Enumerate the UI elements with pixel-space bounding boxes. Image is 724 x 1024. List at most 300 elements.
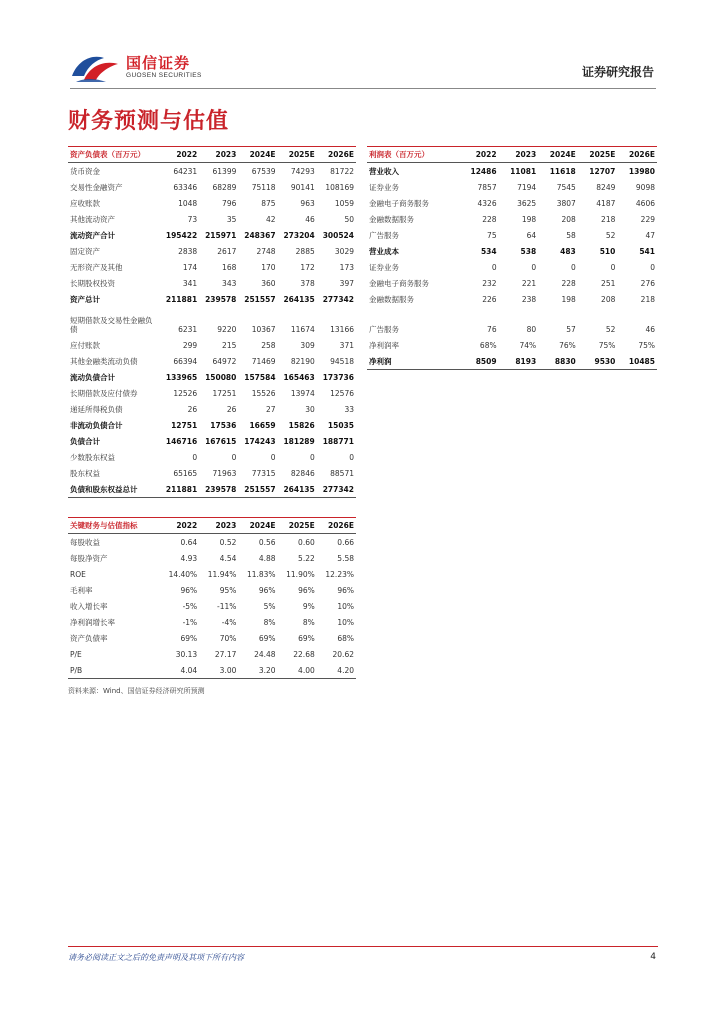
value-cell: 6231 [178,325,198,334]
value-cell: 88571 [330,468,354,478]
row-label: 短期借款及交易性金融负债 [70,316,153,334]
value-cell: 16659 [249,420,276,430]
column-header: 2024E [238,518,277,534]
page-footer [68,946,658,967]
value-cell: 67539 [251,166,276,176]
row-label: 流动负债合计 [70,372,115,382]
table-title-header: 资产负债表（百万元） [68,147,160,163]
value-cell: 172 [300,262,315,272]
value-cell: 0 [349,452,354,462]
value-cell: 4.20 [317,662,356,679]
value-cell: 3.20 [238,662,277,679]
table-title-header: 关键财务与估值指标 [68,518,160,534]
value-cell: 4.00 [278,662,317,679]
value-cell: 42 [266,214,276,224]
value-cell: 4.04 [160,662,199,679]
row-label: P/E [70,649,82,659]
value-cell: 76 [487,325,497,334]
row-label: 证券业务 [369,182,399,192]
value-cell: 195422 [165,230,198,240]
table-row [68,662,356,679]
value-cell: 188771 [322,436,354,446]
source-note: 资料来源：Wind、国信证券经济研究所预测 [68,687,205,695]
row-label: 每股净资产 [70,553,108,563]
value-cell: 341 [182,278,198,288]
value-cell: 82190 [290,356,315,366]
table-row [367,337,657,353]
value-cell: 90141 [290,182,315,192]
value-cell: 173736 [322,372,354,382]
value-cell: 30.13 [175,649,198,659]
value-cell: 17536 [210,420,237,430]
value-cell: 4606 [635,198,655,208]
row-label: 其他流动资产 [70,214,115,224]
value-cell: 12.23% [325,569,354,579]
logo-chinese-name: 国信证券 [126,54,191,72]
value-cell: 371 [339,340,354,350]
value-cell: 3807 [556,198,576,208]
value-cell: 218 [640,294,655,304]
table-row [68,614,356,630]
value-cell: 12707 [589,166,616,176]
value-cell: 0.66 [337,537,354,547]
value-cell: 24.48 [254,649,276,659]
value-cell: 277342 [322,294,354,304]
table-row [68,481,356,498]
value-cell: 75% [638,340,655,350]
value-cell: 15826 [288,420,315,430]
value-cell: 9% [302,601,315,611]
value-cell: 8% [302,617,315,627]
value-cell: 9530 [578,353,618,370]
value-cell: 208 [561,214,576,224]
balance-sheet-table [68,146,356,498]
table-row [68,353,356,369]
value-cell: 541 [639,246,655,256]
value-cell: 74293 [290,166,315,176]
column-header: 2022 [459,147,499,163]
value-cell: 4326 [477,198,497,208]
value-cell: 258 [261,340,276,350]
value-cell: 4187 [596,198,616,208]
column-header: 2025E [278,518,317,534]
value-cell: 12576 [330,388,354,398]
value-cell: 75118 [251,182,276,192]
value-cell: 7857 [477,182,497,192]
value-cell: 10% [337,617,354,627]
value-cell: 12751 [171,420,198,430]
value-cell: 7545 [556,182,576,192]
page-title: 财务预测与估值 [68,109,230,134]
table-header-row [68,147,356,163]
row-label: 非流动负债合计 [70,420,123,430]
value-cell: 211881 [165,294,198,304]
value-cell: 0.60 [298,537,315,547]
row-label: 金融数据服务 [369,214,414,224]
logo-english-name: GUOSEN SECURITIES [126,72,202,79]
value-cell: 75% [598,340,616,350]
table-row [367,307,657,337]
value-cell: 61399 [212,166,237,176]
row-label: 固定资产 [70,246,100,256]
row-label: 股东权益 [70,468,100,478]
value-cell: 534 [480,246,497,256]
value-cell: 66394 [173,356,198,366]
row-label: 应付账款 [70,340,100,350]
table-row [367,195,657,211]
value-cell: 11.83% [246,569,276,579]
value-cell: 12526 [173,388,198,398]
table-row [367,259,657,275]
column-header: 2026E [317,147,356,163]
value-cell: 75 [487,230,497,240]
table-row [68,179,356,195]
value-cell: 229 [640,214,655,224]
column-header: 2022 [160,147,199,163]
value-cell: 5.58 [337,553,354,563]
table-row [68,630,356,646]
value-cell: 173 [339,262,354,272]
table-header-row [68,518,356,534]
row-label: 递延所得税负债 [70,404,123,414]
value-cell: 15035 [327,420,354,430]
value-cell: 2617 [217,246,237,256]
row-label: 每股收益 [70,537,100,547]
value-cell: 65165 [173,468,198,478]
value-cell: 239578 [205,294,237,304]
value-cell: 57 [566,325,576,334]
row-label: 长期借款及应付债券 [70,388,138,398]
value-cell: 215 [222,340,237,350]
value-cell: 165463 [283,372,315,382]
value-cell: 4.88 [258,553,276,563]
value-cell: 96% [337,585,354,595]
value-cell: 8509 [459,353,499,370]
value-cell: 10% [337,601,354,611]
column-header: 2023 [199,518,238,534]
value-cell: 27.17 [214,649,237,659]
report-type-label: 证券研究报告 [581,65,654,79]
value-cell: 228 [561,278,576,288]
value-cell: 20.62 [332,649,354,659]
column-header: 2025E [578,147,618,163]
value-cell: 168 [222,262,237,272]
row-label: 收入增长率 [70,601,108,611]
value-cell: 26 [226,404,237,414]
value-cell: 273204 [283,230,315,240]
value-cell: 96% [180,585,198,595]
company-logo [70,50,230,86]
row-label: 交易性金融资产 [70,182,123,192]
row-label: 净利润 [367,353,459,370]
table-row [367,243,657,259]
value-cell: 0 [491,262,497,272]
key-ratios-table [68,517,356,679]
value-cell: 22.68 [293,649,315,659]
row-label: 广告服务 [369,230,399,240]
row-label: 资产负债率 [70,633,108,643]
value-cell: 239578 [199,481,238,498]
row-label: 净利润增长率 [70,617,115,627]
value-cell: 0 [531,262,537,272]
table-row [367,227,657,243]
table-header-row [367,147,657,163]
value-cell: 68% [479,340,497,350]
row-label: 营业收入 [369,166,399,176]
table-row [68,259,356,275]
value-cell: 251557 [238,481,277,498]
value-cell: 108169 [325,182,354,192]
row-label: 营业成本 [369,246,399,256]
row-label: 货币资金 [70,166,100,176]
value-cell: 17251 [212,388,237,398]
value-cell: 796 [222,198,237,208]
row-label: 金融电子商务服务 [369,198,429,208]
value-cell: 226 [482,294,497,304]
value-cell: 510 [599,246,616,256]
value-cell: 68% [337,633,354,643]
table-row [68,433,356,449]
value-cell: 77315 [251,468,276,478]
row-label: 长期股权投资 [70,278,115,288]
value-cell: 538 [520,246,537,256]
table-row [68,465,356,481]
row-label: P/B [68,662,160,679]
row-label: 无形资产及其他 [70,262,123,272]
table-row [68,566,356,582]
value-cell: 3.00 [199,662,238,679]
value-cell: 198 [561,294,576,304]
value-cell: 64972 [212,356,237,366]
value-cell: 96% [298,585,315,595]
value-cell: 35 [226,214,237,224]
value-cell: 251557 [244,294,276,304]
table-row [68,369,356,385]
value-cell: 3029 [334,246,354,256]
value-cell: 69% [180,633,198,643]
value-cell: 1048 [178,198,198,208]
table-row [68,163,356,180]
value-cell: 5% [263,601,276,611]
value-cell: 9220 [217,325,237,334]
row-label: 广告服务 [369,325,399,334]
value-cell: 71469 [251,356,276,366]
value-cell: 1059 [334,198,354,208]
value-cell: 5.22 [298,553,315,563]
value-cell: 11.90% [286,569,315,579]
table-row [68,195,356,211]
value-cell: 13974 [290,388,315,398]
row-label: 金融电子商务服务 [369,278,429,288]
row-label: 毛利率 [70,585,93,595]
value-cell: 264135 [278,481,317,498]
table-row [68,534,356,551]
value-cell: 232 [482,278,497,288]
value-cell: 211881 [160,481,199,498]
value-cell: 208 [601,294,616,304]
value-cell: 251 [601,278,616,288]
value-cell: 26 [187,404,198,414]
value-cell: 11081 [510,166,537,176]
column-header: 2024E [538,147,578,163]
table-row [367,353,657,370]
guosen-logo-icon [70,52,122,84]
row-label: 负债合计 [70,436,100,446]
row-label: 负债和股东权益总计 [68,481,160,498]
value-cell: 63346 [173,182,198,192]
column-header: 2025E [278,147,317,163]
value-cell: 0 [231,452,237,462]
value-cell: 300524 [322,230,354,240]
value-cell: 4.54 [219,553,237,563]
value-cell: 52 [605,325,616,334]
value-cell: 52 [605,230,616,240]
value-cell: 33 [344,404,354,414]
value-cell: 360 [261,278,276,288]
value-cell: 10367 [251,325,276,334]
value-cell: 0.52 [219,537,237,547]
value-cell: 248367 [244,230,276,240]
table-row [367,179,657,195]
value-cell: 68289 [212,182,237,192]
value-cell: 0 [650,262,655,272]
value-cell: 58 [566,230,576,240]
value-cell: 0.56 [258,537,276,547]
value-cell: 94518 [330,356,354,366]
value-cell: 81722 [330,166,354,176]
value-cell: 71963 [212,468,237,478]
table-row [68,401,356,417]
value-cell: 69% [258,633,276,643]
disclaimer-text: 请务必阅读正文之后的免责声明及其项下所有内容 [68,953,244,962]
value-cell: 875 [261,198,276,208]
row-label: 少数股东权益 [70,452,115,462]
table-row [68,291,356,307]
value-cell: 80 [526,325,537,334]
value-cell: 76% [559,340,576,350]
table-row [68,598,356,614]
value-cell: 11618 [549,166,576,176]
value-cell: 378 [300,278,315,288]
value-cell: 0 [309,452,315,462]
column-header: 2026E [617,147,657,163]
value-cell: 0 [571,262,576,272]
value-cell: 299 [182,340,198,350]
value-cell: 96% [258,585,276,595]
value-cell: 46 [305,214,315,224]
value-cell: 264135 [283,294,315,304]
value-cell: 47 [645,230,655,240]
value-cell: 228 [482,214,497,224]
column-header: 2022 [160,518,199,534]
table-row [68,582,356,598]
value-cell: 73 [187,214,198,224]
table-row [68,275,356,291]
value-cell: 27 [266,404,276,414]
value-cell: 46 [645,325,655,334]
value-cell: 146716 [165,436,198,446]
row-label: ROE [70,569,86,579]
value-cell: 174243 [244,436,276,446]
row-label: 其他金融类流动负债 [70,356,138,366]
row-label: 资产总计 [70,294,100,304]
value-cell: 157584 [244,372,276,382]
table-row [367,163,657,180]
value-cell: 170 [261,262,276,272]
table-row [68,227,356,243]
value-cell: 343 [222,278,237,288]
row-label: 应收账款 [70,198,100,208]
table-row [68,550,356,566]
value-cell: 11674 [290,325,315,334]
value-cell: 15526 [251,388,276,398]
value-cell: 74% [519,340,537,350]
column-header: 2023 [199,147,238,163]
column-header: 2023 [499,147,539,163]
value-cell: 3625 [517,198,537,208]
row-label: 净利润率 [369,340,399,350]
table-row [367,211,657,227]
value-cell: 218 [601,214,616,224]
value-cell: 11.94% [207,569,237,579]
value-cell: 69% [298,633,315,643]
value-cell: 150080 [205,372,237,382]
income-statement-table [367,146,657,370]
value-cell: 276 [640,278,655,288]
table-row [68,243,356,259]
value-cell: 70% [219,633,237,643]
value-cell: 10485 [617,353,657,370]
value-cell: -1% [182,617,198,627]
value-cell: 963 [300,198,315,208]
value-cell: 221 [521,278,537,288]
value-cell: 8% [263,617,276,627]
value-cell: 8249 [596,182,616,192]
value-cell: 483 [560,246,576,256]
table-row [68,417,356,433]
value-cell: 82846 [290,468,315,478]
value-cell: 8193 [499,353,539,370]
value-cell: -4% [221,617,237,627]
table-row [68,646,356,662]
value-cell: 0 [192,452,198,462]
value-cell: 167615 [205,436,237,446]
value-cell: -11% [216,601,237,611]
value-cell: 198 [521,214,537,224]
value-cell: 13166 [330,325,354,334]
value-cell: 95% [219,585,237,595]
column-header: 2026E [317,518,356,534]
row-label: 证券业务 [369,262,399,272]
value-cell: 7194 [517,182,537,192]
value-cell: 2838 [178,246,198,256]
table-title-header: 利润表（百万元） [367,147,459,163]
value-cell: 397 [339,278,354,288]
column-header: 2024E [238,147,277,163]
table-row [367,291,657,307]
value-cell: 0.64 [180,537,198,547]
value-cell: 309 [300,340,315,350]
value-cell: 2885 [295,246,315,256]
value-cell: 0 [270,452,276,462]
table-row [68,337,356,353]
value-cell: 2748 [256,246,276,256]
value-cell: 64 [526,230,537,240]
value-cell: 14.40% [168,569,198,579]
page-header [70,50,656,89]
value-cell: 181289 [283,436,315,446]
table-row [68,449,356,465]
